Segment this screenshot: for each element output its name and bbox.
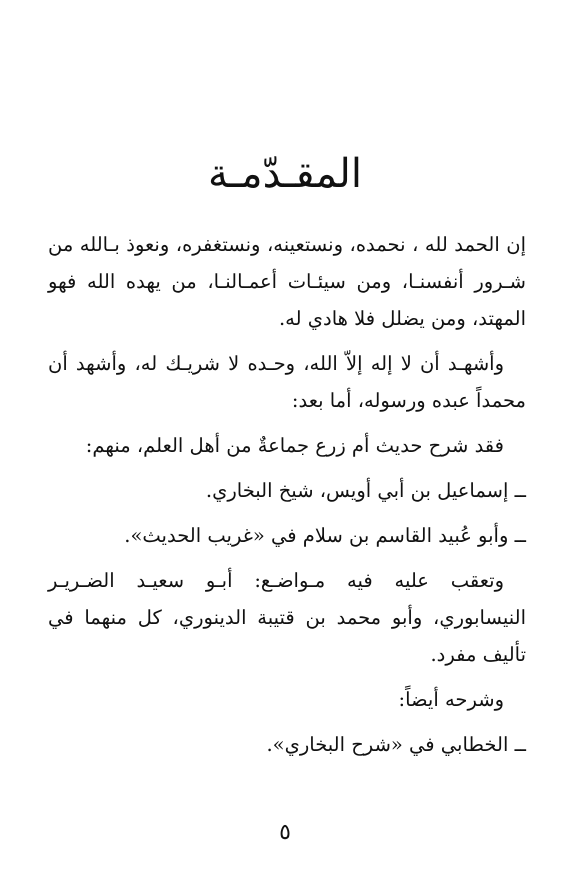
paragraph-critique: وتعقب عليه فيه مـواضـع: أبـو سعيـد الضـريـر النيسابوري، وأبو محمد بن قتيبة الدينوري، كل منهما في تأليف مفرد. — [48, 569, 526, 666]
body-text — [48, 226, 526, 771]
paragraph-shahada: وأشهـد أن لا إله إلاّ الله، وحـده لا شريـك له، وأشهد أن محمداً عبده ورسوله، أما بعد: — [48, 352, 526, 412]
list-item-khattabi: ــ الخطابي في «شرح البخاري». — [266, 733, 526, 756]
page-title: المقـدّمـة — [208, 151, 362, 197]
paragraph-also-explained: وشرحه أيضاً: — [398, 688, 504, 711]
paragraph-commentators-intro: فقد شرح حديث أم زرع جماعةٌ من أهل العلم، منهم: — [85, 434, 504, 457]
list-item-abu-ubaid: ــ وأبو عُبيد القاسم بن سلام في «غريب الحديث». — [124, 524, 526, 547]
paragraph-opening: إن الحمد لله ، نحمده، ونستعينه، ونستغفره، ونعوذ بـالله من شـرور أنفسنـا، ومن سيئـات أعمـالنـا، من يهده الله فهو المهتد، ومن يضلل فلا هادي له. — [48, 233, 526, 330]
list-item-ismail: ــ إسماعيل بن أبي أويس، شيخ البخاري. — [205, 479, 526, 502]
page-number: ٥ — [279, 820, 291, 845]
